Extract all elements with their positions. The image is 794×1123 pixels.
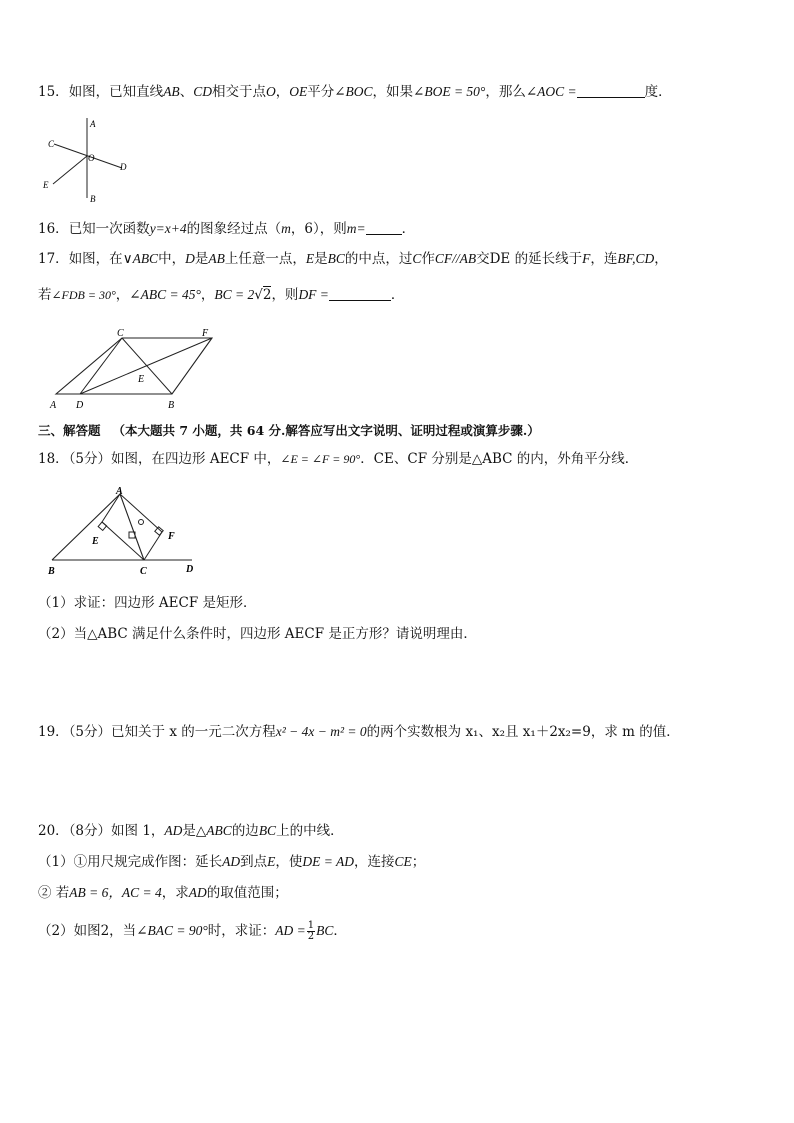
q20-part-2 (38, 884, 288, 902)
q18-part-1: （1）求证：四边形 AECF 是矩形． (38, 595, 257, 611)
q17-sqrt-value: 2 (262, 287, 272, 303)
q17-ab: AB (208, 251, 225, 266)
q17-text-8: 交DE 的延长线于 (476, 251, 583, 267)
q17-d: D (185, 251, 195, 266)
q17-text-10: ， (654, 251, 668, 267)
q17-figure (44, 328, 224, 414)
q15-text (38, 83, 672, 101)
q20-p2-text-3: 的取值范围； (206, 885, 288, 901)
q20-p1-ce: CE (394, 854, 412, 869)
q15-comma: ， (275, 84, 290, 100)
q17-angle-abc: ∠ABC = 45° (129, 287, 201, 302)
q16-m-eq: m= (346, 221, 366, 236)
q20-p1-text-4: ，连接 (353, 854, 395, 870)
label-d: D (120, 162, 127, 172)
q17-text-7: 作 (421, 251, 435, 267)
q17-text-line2 (38, 286, 404, 304)
q20-ad: AD (164, 823, 183, 838)
q15-text-3: 平分 (307, 84, 335, 100)
q15-text-2: 相交于点 (211, 84, 266, 100)
right-angle-e (98, 522, 106, 530)
q20-p1-text-3: ，使 (275, 854, 303, 870)
q15-oe: OE (289, 84, 308, 99)
q20-p1-text-2: 到点 (240, 854, 268, 870)
angle-mark-circle (139, 520, 144, 525)
q17-text-line1 (38, 250, 668, 268)
q19-equation: x² − 4x − m² = 0 (275, 724, 367, 739)
q15-sep: 、 (179, 84, 194, 100)
label-f: F (202, 328, 209, 339)
q15-ab: AB (163, 84, 180, 99)
q15-angle-aoc: ∠AOC = (525, 84, 577, 99)
q18-text (38, 450, 638, 468)
q15-text-1: 如图，已知直线 (68, 84, 164, 100)
q16-text-4: ． (401, 221, 416, 237)
q17-bc-eq: BC = 2 (214, 287, 255, 302)
label-a: A (50, 400, 57, 411)
q15-angle-boe: ∠BOE = 50° (413, 84, 486, 99)
q20-p1-text-1: （1）①用尺规完成作图：延长 (38, 854, 223, 870)
q17-text-6: 的中点，过 (344, 251, 413, 267)
label-e: E (92, 536, 99, 547)
q20-part-3 (38, 918, 347, 944)
q17-line2-text-2: ， (115, 287, 130, 303)
q20-p3-text-2: 时，求证： (207, 923, 276, 939)
q17-line2-text-4: ，则 (271, 287, 299, 303)
q16-m: m (281, 221, 291, 236)
fraction-denominator: 2 (307, 931, 315, 942)
q18-part-2: （2）当△ABC 满足什么条件时，四边形 AECF 是正方形？请说明理由． (38, 626, 477, 642)
q17-e: E (305, 251, 315, 266)
sqrt-icon: √ (254, 287, 263, 303)
q15-o: O (265, 84, 276, 99)
q17-bf-cd: BF,CD (617, 251, 655, 266)
q20-p3-text-1: （2）如图2，当 (38, 923, 137, 939)
segment-ac (120, 494, 144, 560)
q19-text (38, 723, 680, 741)
q16-text-1: 已知一次函数 (68, 221, 150, 237)
q17-df: DF = (298, 287, 329, 302)
q16-text-3: ，6），则 (290, 221, 347, 237)
label-d: D (186, 564, 194, 575)
q16-function: y=x+4 (149, 221, 187, 236)
section-title: 三、解答题 (38, 423, 101, 438)
section-3-heading (38, 422, 540, 440)
q20-text (38, 822, 344, 840)
q17-text-3: 是 (194, 251, 209, 267)
q20-score: （8分） (68, 823, 112, 839)
q15-cd: CD (193, 84, 212, 99)
ray-oe (53, 156, 87, 184)
q20-number: 20． (38, 823, 69, 839)
q19-number: 19． (38, 724, 69, 740)
q17-text-5: 是 (314, 251, 328, 267)
q17-number: 17． (38, 251, 69, 267)
q20-text-2: 是 (182, 823, 196, 839)
segment-ab (52, 494, 120, 560)
q20-p3-bc: BC (316, 923, 334, 938)
label-a: A (116, 486, 123, 497)
q15-number: 15． (38, 84, 69, 100)
q16-number: 16． (38, 221, 69, 237)
q17-text-2: 中， (158, 251, 186, 267)
q20-p3-ad: AD = (275, 923, 306, 938)
q17-line2-text-1: 若 (38, 287, 52, 303)
q15-angle-boc: ∠BOC (334, 84, 373, 99)
segment-ae (102, 494, 120, 522)
q17-line2-text-3: ， (200, 287, 215, 303)
segment-fc (144, 532, 162, 560)
q20-p2-text-1: ② 若 (38, 885, 70, 901)
q17-triangle: ∨ABC (122, 251, 159, 266)
q17-text-9: ，连 (590, 251, 618, 267)
q20-p1-text-5: ； (411, 854, 426, 870)
segment-ec (102, 522, 144, 560)
q18-figure (42, 484, 202, 580)
q20-p3-angle: ∠BAC = 90° (136, 923, 208, 938)
parallelogram-outline (56, 338, 212, 394)
q17-line2-text-5: ． (390, 287, 405, 303)
q20-p1-ad: AD (222, 854, 241, 869)
label-a: A (90, 119, 96, 129)
q15-text-6: 度． (644, 84, 672, 100)
q16-text-2: 的图象经过点（ (186, 221, 282, 237)
fraction-numerator: 1 (307, 920, 315, 931)
q20-text-3: 的边 (231, 823, 259, 839)
q17-f: F (582, 251, 591, 266)
q18-text-2: ．CE、CF 分别是△ABC 的内，外角平分线． (360, 451, 639, 467)
answer-blank[interactable] (577, 83, 645, 98)
q19-score: （5分） (68, 724, 112, 740)
answer-blank[interactable] (366, 220, 402, 235)
label-b: B (168, 400, 175, 411)
label-e: E (138, 374, 145, 385)
q20-p1-e: E (267, 854, 276, 869)
q20-p2-text-2: ，求 (161, 885, 189, 901)
q20-part-1 (38, 853, 425, 871)
q18-text-1: 如图，在四边形 AECF 中， (111, 451, 281, 467)
q20-triangle: △ABC (195, 823, 232, 838)
q17-bc: BC (327, 251, 345, 266)
label-e: E (43, 180, 49, 190)
label-b: B (48, 566, 55, 577)
q20-p1-eq: DE = AD (302, 854, 354, 869)
label-f: F (168, 531, 175, 542)
q17-c: C (412, 251, 422, 266)
label-o: O (88, 153, 95, 163)
segment-af (120, 494, 162, 532)
q20-text-4: 上的中线． (276, 823, 344, 839)
segment-cb (122, 338, 172, 394)
q18-angle: ∠E = ∠F = 90° (280, 452, 361, 466)
q20-p3-text-3: ． (333, 923, 347, 939)
q15-figure (38, 112, 138, 208)
q19-text-1: 已知关于 x 的一元二次方程 (111, 724, 276, 740)
q20-bc: BC (258, 823, 277, 838)
q15-text-5: ，那么 (485, 84, 526, 100)
label-b: B (90, 194, 96, 204)
q16-text (38, 220, 415, 238)
q20-text-1: 如图 1， (111, 823, 165, 839)
answer-blank[interactable] (329, 286, 391, 301)
q17-angle-fdb: ∠FDB = 30° (51, 288, 116, 302)
q20-p2-ad: AD (188, 885, 207, 900)
q17-cf: CF//AB (434, 251, 477, 266)
q18-score: （5分） (68, 451, 112, 467)
q17-text-1: 如图，在 (68, 251, 123, 267)
label-c: C (117, 328, 124, 339)
q18-number: 18． (38, 451, 69, 467)
label-c: C (48, 139, 55, 149)
right-angle-f (155, 527, 163, 535)
q20-p2-eq: AB = 6，AC = 4 (69, 885, 162, 900)
q19-text-2: 的两个实数根为 x₁、x₂且 x₁＋2x₂=9，求 m 的值． (366, 724, 680, 740)
q17-text-4: 上任意一点， (224, 251, 306, 267)
label-d: D (76, 400, 84, 411)
fraction-one-half (307, 921, 315, 942)
section-note: （本大题共 7 小题，共 64 分.解答应写出文字说明、证明过程或演算步骤.） (112, 423, 540, 438)
label-c: C (140, 566, 147, 577)
q15-text-4: ，如果 (372, 84, 414, 100)
